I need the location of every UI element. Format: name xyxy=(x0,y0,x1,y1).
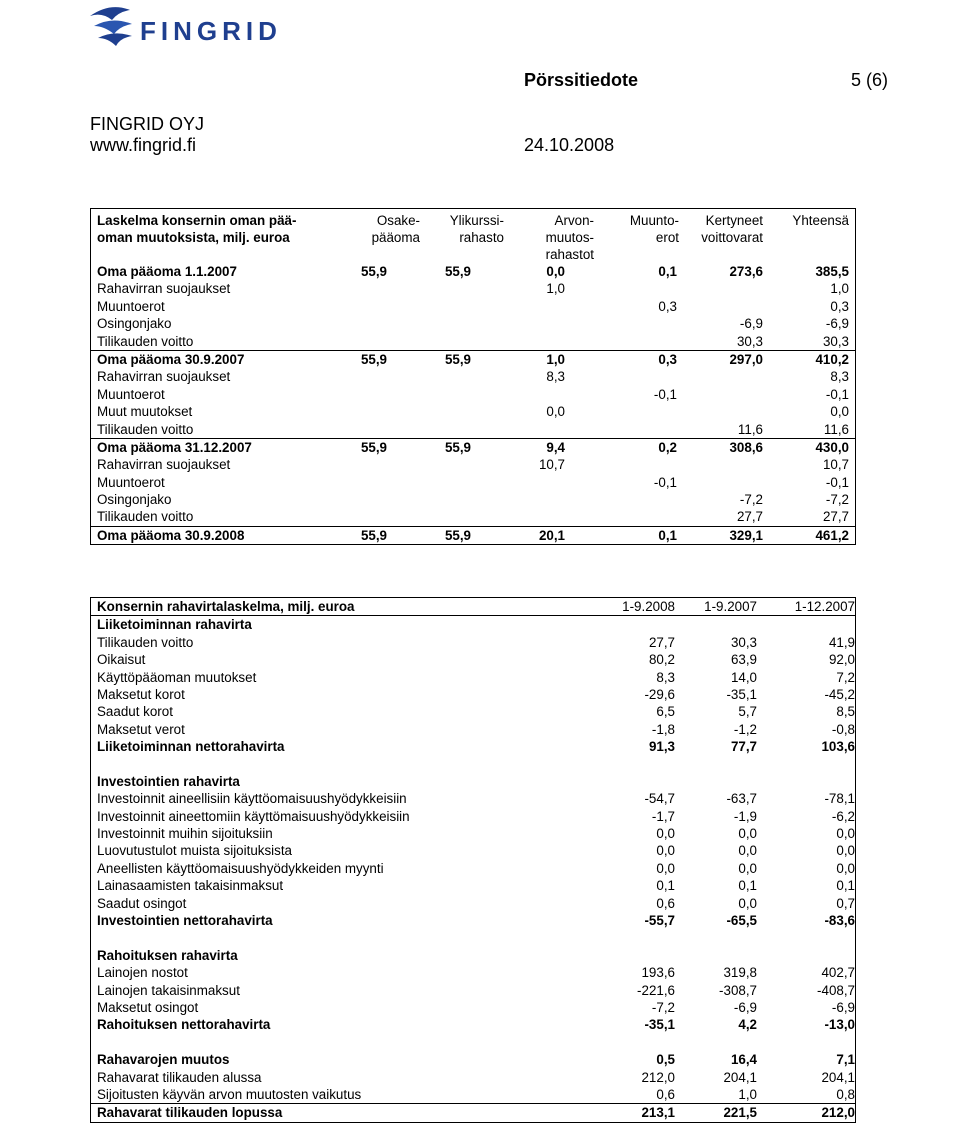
row-label: Investoinnit aineettomiin käyttömaisuushyödykkeisiin xyxy=(97,808,410,824)
cell-value: 430,0 xyxy=(815,439,849,455)
cell-value: 8,5 xyxy=(836,704,855,720)
cell-value: 77,7 xyxy=(730,739,757,755)
cash-flow-row xyxy=(91,651,855,668)
row-label: Aneellisten käyttöomaisuushyödykkeiden myynti xyxy=(97,860,384,876)
cell-value: 0,0 xyxy=(836,826,855,842)
logo-wordmark: FINGRID xyxy=(140,16,282,46)
equity-column-header: rahastot xyxy=(545,247,594,262)
cell-value: 1,0 xyxy=(546,351,565,367)
cash-flow-row xyxy=(91,982,855,999)
cell-value: 27,7 xyxy=(736,509,763,525)
cell-value: -6,9 xyxy=(825,316,849,332)
cell-value: 8,3 xyxy=(656,669,675,685)
equity-column-header: muutos- xyxy=(545,230,594,245)
row-label: Osingonjako xyxy=(97,492,172,508)
cell-value: -6,2 xyxy=(831,808,855,824)
cell-value: 0,6 xyxy=(656,1086,675,1102)
equity-balance-row xyxy=(91,438,855,456)
cash-flow-row xyxy=(91,790,855,807)
cell-value: -55,7 xyxy=(644,913,675,929)
row-label: Lainasaamisten takaisinmaksut xyxy=(97,878,284,894)
cell-value: -221,6 xyxy=(637,982,675,998)
spacer-row xyxy=(91,756,855,773)
equity-balance-row xyxy=(91,526,855,544)
row-label: Tilikauden voitto xyxy=(97,421,194,437)
row-label: Lainojen takaisinmaksut xyxy=(97,982,240,998)
cell-value: 213,1 xyxy=(641,1105,675,1121)
equity-table-row xyxy=(91,315,855,332)
cell-value: 103,6 xyxy=(821,739,855,755)
cell-value: -13,0 xyxy=(824,1017,855,1033)
cell-value: 30,3 xyxy=(730,634,757,650)
cell-value: 11,6 xyxy=(823,421,849,437)
cell-value: -45,2 xyxy=(824,686,855,702)
cell-value: 1,0 xyxy=(546,281,565,297)
cell-value: 27,7 xyxy=(822,509,849,525)
company-name: FINGRID OYJ xyxy=(90,114,205,134)
cash-flow-row xyxy=(91,860,855,877)
equity-table-row xyxy=(91,386,855,403)
cash-flow-row xyxy=(91,738,855,755)
cell-value: 0,0 xyxy=(656,860,675,876)
cell-value: 0,3 xyxy=(658,351,677,367)
row-label: Rahavirran suojaukset xyxy=(97,369,231,385)
row-label: Muut muutokset xyxy=(97,404,193,420)
cell-value: 273,6 xyxy=(729,264,763,279)
cell-value: 319,8 xyxy=(723,965,757,981)
equity-table-row xyxy=(91,491,855,508)
cell-value: 212,0 xyxy=(641,1069,675,1085)
row-label: Rahoituksen rahavirta xyxy=(97,947,238,963)
row-label: Rahavarat tilikauden lopussa xyxy=(97,1105,283,1121)
cash-flow-row xyxy=(91,686,855,703)
row-label: Oikaisut xyxy=(97,652,146,668)
cell-value: 8,3 xyxy=(830,369,849,385)
row-label: Lainojen nostot xyxy=(97,965,188,981)
cash-flow-row xyxy=(91,825,855,842)
cell-value: -0,1 xyxy=(653,386,677,402)
row-label: Luovutustulot muista sijoituksista xyxy=(97,843,293,859)
row-label: Sijoitusten käyvän arvon muutosten vaikutus xyxy=(97,1086,362,1102)
website: www.fingrid.fi xyxy=(90,135,197,155)
cell-value: 0,0 xyxy=(836,843,855,859)
page-number: 5 (6) xyxy=(851,70,889,90)
cell-value: 0,1 xyxy=(658,527,677,543)
release-date: 24.10.2008 xyxy=(524,135,615,155)
cell-value: 16,4 xyxy=(730,1052,757,1068)
logo-emblem xyxy=(90,7,132,46)
cash-flow-row xyxy=(91,999,855,1016)
cell-value: 193,6 xyxy=(641,965,675,981)
equity-table-row xyxy=(91,298,855,315)
equity-table-row xyxy=(91,421,855,438)
cell-value: 0,2 xyxy=(658,439,677,455)
row-label: Tilikauden voitto xyxy=(97,333,194,349)
cell-value: -6,9 xyxy=(831,999,855,1015)
row-label: Muuntoerot xyxy=(97,474,165,490)
row-label: Maksetut osingot xyxy=(97,999,199,1015)
cell-value: 0,0 xyxy=(830,404,849,420)
cell-value: 80,2 xyxy=(648,652,675,668)
cash-flow-table xyxy=(90,597,856,1123)
row-label: Osingonjako xyxy=(97,316,172,332)
cell-value: 0,7 xyxy=(836,895,855,911)
cell-value: -7,2 xyxy=(739,492,763,508)
cash-flow-row xyxy=(91,808,855,825)
cell-value: 461,2 xyxy=(815,527,849,543)
equity-column-header: Arvon- xyxy=(554,213,594,228)
cell-value: 10,7 xyxy=(822,457,849,473)
equity-changes-table xyxy=(90,208,856,545)
period-header: 1-12.2007 xyxy=(794,599,855,614)
cell-value: 0,1 xyxy=(836,878,855,894)
cell-value: -54,7 xyxy=(644,791,675,807)
row-label: Liiketoiminnan rahavirta xyxy=(97,617,252,633)
row-label: Oma pääoma 30.9.2007 xyxy=(97,351,245,367)
equity-column-header: voittovarat xyxy=(701,230,763,245)
cell-value: 55,9 xyxy=(444,264,471,279)
cell-value: -408,7 xyxy=(817,982,855,998)
cash-flow-row xyxy=(91,895,855,912)
equity-title-line-1: Laskelma konsernin oman pää- xyxy=(97,213,297,228)
cash-flow-row xyxy=(91,947,855,964)
cell-value: 0,1 xyxy=(738,878,757,894)
cash-flow-row xyxy=(91,634,855,651)
cell-value: 0,0 xyxy=(738,895,757,911)
cell-value: -308,7 xyxy=(719,982,757,998)
cell-value: 0,0 xyxy=(656,826,675,842)
cell-value: 55,9 xyxy=(360,527,387,543)
row-label: Rahavarat tilikauden alussa xyxy=(97,1069,262,1085)
cell-value: 0,5 xyxy=(656,1052,675,1068)
fingrid-logo xyxy=(88,2,308,48)
cell-value: -0,1 xyxy=(825,474,849,490)
equity-table-row xyxy=(91,333,855,350)
cell-value: -6,9 xyxy=(733,999,757,1015)
cell-value: 41,9 xyxy=(828,634,855,650)
cell-value: -1,2 xyxy=(733,721,757,737)
cell-value: 9,4 xyxy=(546,439,565,455)
cell-value: 11,6 xyxy=(737,421,763,437)
cell-value: 55,9 xyxy=(444,527,471,543)
cash-flow-header xyxy=(91,598,855,616)
cell-value: 0,8 xyxy=(836,1086,855,1102)
cell-value: -35,1 xyxy=(644,1017,675,1033)
cell-value: 308,6 xyxy=(729,439,763,455)
row-label: Maksetut verot xyxy=(97,721,185,737)
cell-value: 221,5 xyxy=(723,1105,757,1121)
cell-value: 1,0 xyxy=(738,1086,757,1102)
cell-value: -1,7 xyxy=(651,808,675,824)
equity-column-header: Osake- xyxy=(376,213,420,228)
row-label: Maksetut korot xyxy=(97,686,185,702)
cell-value: 0,6 xyxy=(656,895,675,911)
row-label: Oma pääoma 30.9.2008 xyxy=(97,527,245,543)
equity-table-row xyxy=(91,508,855,525)
cell-value: 0,3 xyxy=(658,298,677,314)
spacer-row xyxy=(91,1034,855,1051)
cash-flow-row xyxy=(91,721,855,738)
equity-column-header: erot xyxy=(655,230,679,245)
equity-column-header: rahasto xyxy=(459,230,504,245)
row-label: Saadut korot xyxy=(97,704,173,720)
cell-value: -83,6 xyxy=(824,913,855,929)
row-label: Investoinnit aineellisiin käyttöomaisuushyödykkeisiin xyxy=(97,791,407,807)
cell-value: 6,5 xyxy=(656,704,675,720)
cell-value: 0,0 xyxy=(738,826,757,842)
row-label: Liiketoiminnan nettorahavirta xyxy=(97,739,285,755)
row-label: Muuntoerot xyxy=(97,386,165,402)
row-label: Tilikauden voitto xyxy=(97,634,194,650)
cash-flow-row xyxy=(91,1051,855,1068)
cash-flow-row xyxy=(91,842,855,859)
cell-value: 7,2 xyxy=(836,669,855,685)
equity-column-header: Ylikurssi- xyxy=(449,213,504,228)
row-label: Investoinnit muihin sijoituksiin xyxy=(97,826,273,842)
equity-balance-row xyxy=(91,350,855,368)
cell-value: 55,9 xyxy=(444,439,471,455)
cell-value: -65,5 xyxy=(726,913,757,929)
cell-value: 30,3 xyxy=(736,333,763,349)
spacer-row xyxy=(91,929,855,946)
cell-value: 20,1 xyxy=(538,527,565,543)
cash-flow-row xyxy=(91,964,855,981)
cell-value: -7,2 xyxy=(651,999,675,1015)
row-label: Investointien nettorahavirta xyxy=(97,913,273,929)
equity-column-header: Kertyneet xyxy=(705,213,763,228)
cell-value: 0,0 xyxy=(656,843,675,859)
cell-value: 204,1 xyxy=(821,1069,855,1085)
row-label: Oma pääoma 31.12.2007 xyxy=(97,439,252,455)
cell-value: -1,8 xyxy=(651,721,675,737)
cell-value: 92,0 xyxy=(828,652,855,668)
cell-value: 63,9 xyxy=(730,652,757,668)
period-header: 1-9.2008 xyxy=(622,599,675,614)
row-label: Käyttöpääoman muutokset xyxy=(97,669,257,685)
cash-flow-row xyxy=(91,912,855,929)
cell-value: 0,0 xyxy=(738,860,757,876)
cell-value: 212,0 xyxy=(821,1105,855,1121)
cell-value: 0,0 xyxy=(738,843,757,859)
cell-value: 91,3 xyxy=(648,739,675,755)
cash-flow-row xyxy=(91,877,855,894)
cash-flow-row xyxy=(91,703,855,720)
cell-value: 297,0 xyxy=(729,351,763,367)
equity-column-header: Muunto- xyxy=(629,213,679,228)
equity-balance-row xyxy=(91,263,855,280)
row-label: Oma pääoma 1.1.2007 xyxy=(97,264,237,279)
equity-table-row xyxy=(91,474,855,491)
cash-flow-title: Konsernin rahavirtalaskelma, milj. euroa xyxy=(97,599,355,614)
cell-value: -0,8 xyxy=(831,721,855,737)
equity-column-header: Yhteensä xyxy=(792,213,849,228)
cell-value: 0,1 xyxy=(656,878,675,894)
cell-value: 0,0 xyxy=(546,264,565,279)
cell-value: 10,7 xyxy=(538,457,565,473)
equity-table-row xyxy=(91,280,855,297)
cell-value: -29,6 xyxy=(644,686,675,702)
row-label: Rahoituksen nettorahavirta xyxy=(97,1017,271,1033)
cell-value: 14,0 xyxy=(730,669,757,685)
cell-value: 55,9 xyxy=(360,264,387,279)
cash-flow-row xyxy=(91,1016,855,1033)
cell-value: 5,7 xyxy=(738,704,757,720)
cell-value: -7,2 xyxy=(825,492,849,508)
cell-value: -63,7 xyxy=(726,791,757,807)
equity-table-header xyxy=(91,209,855,263)
equity-table-row xyxy=(91,368,855,385)
equity-table-row xyxy=(91,403,855,420)
row-label: Rahavirran suojaukset xyxy=(97,457,231,473)
cell-value: 0,0 xyxy=(836,860,855,876)
equity-table-row xyxy=(91,456,855,473)
cell-value: 0,1 xyxy=(658,264,677,279)
cash-flow-row xyxy=(91,1069,855,1086)
cash-flow-row xyxy=(91,669,855,686)
cell-value: 55,9 xyxy=(360,439,387,455)
cell-value: 30,3 xyxy=(822,333,849,349)
cash-flow-row xyxy=(91,773,855,790)
row-label: Tilikauden voitto xyxy=(97,509,194,525)
cell-value: 55,9 xyxy=(444,351,471,367)
row-label: Saadut osingot xyxy=(97,895,187,911)
row-label: Rahavarojen muutos xyxy=(97,1052,230,1068)
cell-value: 329,1 xyxy=(729,527,763,543)
cell-value: 0,0 xyxy=(546,404,565,420)
cell-value: 7,1 xyxy=(836,1052,855,1068)
cash-flow-row xyxy=(91,616,855,633)
cell-value: 410,2 xyxy=(815,351,849,367)
cash-flow-row xyxy=(91,1086,855,1103)
cell-value: 402,7 xyxy=(821,965,855,981)
row-label: Muuntoerot xyxy=(97,298,165,314)
document-type: Pörssitiedote xyxy=(524,70,639,90)
cell-value: -0,1 xyxy=(653,474,677,490)
cell-value: 1,0 xyxy=(830,281,849,297)
row-label: Rahavirran suojaukset xyxy=(97,281,231,297)
cell-value: 4,2 xyxy=(738,1017,757,1033)
cell-value: 204,1 xyxy=(723,1069,757,1085)
cell-value: 385,5 xyxy=(815,264,849,279)
cell-value: -1,9 xyxy=(733,808,757,824)
cell-value: 27,7 xyxy=(648,634,675,650)
cell-value: -0,1 xyxy=(825,386,849,402)
cell-value: 8,3 xyxy=(546,369,565,385)
row-label: Investointien rahavirta xyxy=(97,773,240,789)
cell-value: -35,1 xyxy=(726,686,757,702)
equity-column-header: pääoma xyxy=(371,230,420,245)
period-header: 1-9.2007 xyxy=(704,599,757,614)
cell-value: -6,9 xyxy=(739,316,763,332)
cell-value: -78,1 xyxy=(824,791,855,807)
cell-value: 55,9 xyxy=(360,351,387,367)
equity-title-line-2: oman muutoksista, milj. euroa xyxy=(97,230,290,245)
cell-value: 0,3 xyxy=(830,298,849,314)
